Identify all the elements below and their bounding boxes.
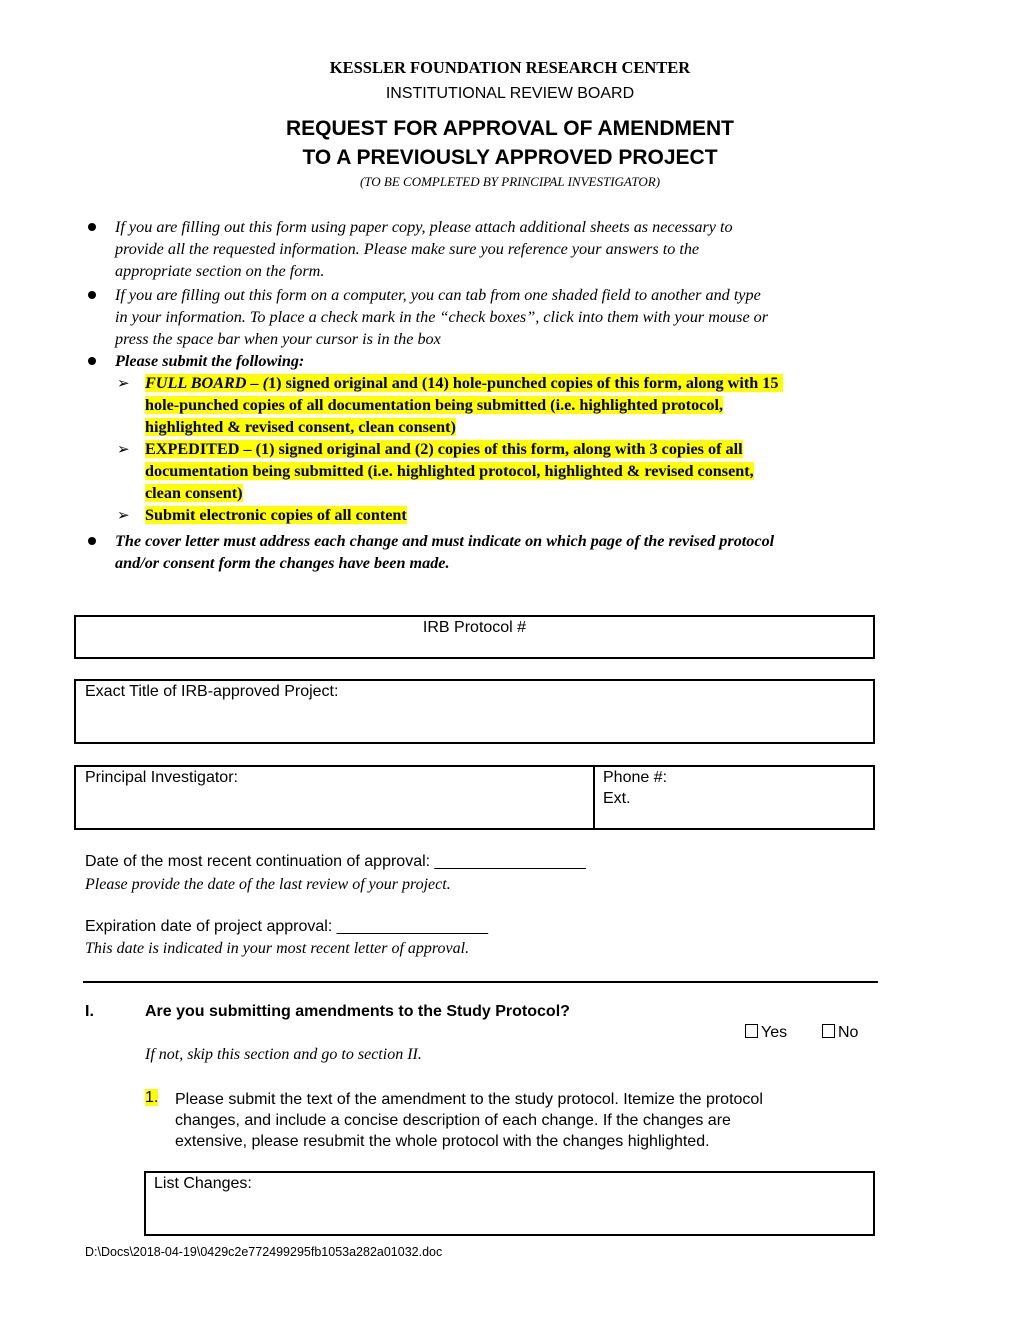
no-checkbox[interactable] [822, 1024, 835, 1038]
bullet-dot [88, 223, 96, 231]
no-label: No [838, 1024, 859, 1041]
expiration-date-field[interactable]: Expiration date of project approval: _________________ [85, 918, 488, 935]
form-title-line-1: REQUEST FOR APPROVAL OF AMENDMENT [285, 117, 734, 140]
skip-note: If not, skip this section and go to section II. [145, 1046, 422, 1063]
file-path-footer: D:\Docs\2018-04-19\0429c2e772499295fb1053a282a01032.doc [85, 1245, 443, 1259]
item-instructions: Please submit the text of the amendment to the study protocol. Itemize the protocol changes, and include a concise description of each change. If the changes are extensive, please resubmit the whole protocol with the changes highlighted. [175, 1091, 763, 1150]
form-subtitle: (TO BE COMPLETED BY PRINCIPAL INVESTIGATOR) [359, 174, 661, 189]
yes-option[interactable] [745, 1024, 787, 1042]
project-title-label: Exact Title of IRB-approved Project: [85, 683, 339, 700]
instruction-computer: If you are filling out this form on a computer, you can tab from one shaded field to another and type in your information. To place a check mark in the “check boxes”, click into them with your mouse or press the space bar when your cursor is in the box [115, 286, 769, 348]
arrow-bullet-icon: ➢ [117, 506, 130, 524]
bullet-dot [88, 537, 96, 545]
irb-protocol-label: IRB Protocol # [422, 619, 527, 636]
principal-investigator-label: Principal Investigator: [85, 769, 238, 786]
list-changes-label: List Changes: [154, 1175, 252, 1192]
expiration-date-note: This date is indicated in your most recent letter of approval. [85, 940, 470, 957]
yes-label: Yes [761, 1024, 788, 1041]
bullet-dot [88, 291, 96, 299]
arrow-bullet-icon: ➢ [117, 440, 130, 458]
no-option[interactable] [822, 1024, 858, 1042]
bullet-dot [88, 357, 96, 365]
item-number: 1. [145, 1089, 159, 1106]
phone-label: Phone #: [603, 769, 668, 786]
continuation-date-note: Please provide the date of the last review of your project. [85, 876, 451, 893]
expedited-requirement: EXPEDITED – (1) signed original and (2) copies of this form, along with 3 copies of all documentation being submitted (i.e. highlighted protocol, highlighted & revised consent, clean consent) [145, 440, 754, 502]
yes-checkbox[interactable] [745, 1024, 758, 1038]
form-title-line-2: TO A PREVIOUSLY APPROVED PROJECT [302, 146, 718, 169]
section-question: Are you submitting amendments to the Study Protocol? [145, 1003, 570, 1020]
full-board-requirement: FULL BOARD – (1) signed original and (14) hole-punched copies of this form, along with 15 hole-punched copies of all documentation being submitted (i.e. highlighted protocol, highlighted & revised consent, clean consent) [145, 372, 905, 438]
board-name: INSTITUTIONAL REVIEW BOARD [385, 85, 635, 102]
electronic-copies-requirement: Submit electronic copies of all content [145, 506, 407, 524]
organization-name: KESSLER FOUNDATION RESEARCH CENTER [329, 58, 691, 77]
instruction-cover-letter: The cover letter must address each change and must indicate on which page of the revised protocol and/or consent form the changes have been made. [115, 532, 775, 572]
ext-label: Ext. [603, 790, 631, 807]
instruction-paper-copy: If you are filling out this form using paper copy, please attach additional sheets as necessary to provide all the requested information. Please make sure you reference your answers to the appropriate section on the form. [115, 218, 733, 280]
list-changes-field[interactable] [144, 1171, 875, 1236]
instruction-submit-following: Please submit the following: [115, 352, 305, 370]
arrow-bullet-icon: ➢ [117, 374, 130, 392]
section-divider [83, 981, 878, 983]
continuation-date-field[interactable]: Date of the most recent continuation of approval: _________________ [85, 853, 586, 870]
section-numeral: I. [85, 1003, 94, 1020]
